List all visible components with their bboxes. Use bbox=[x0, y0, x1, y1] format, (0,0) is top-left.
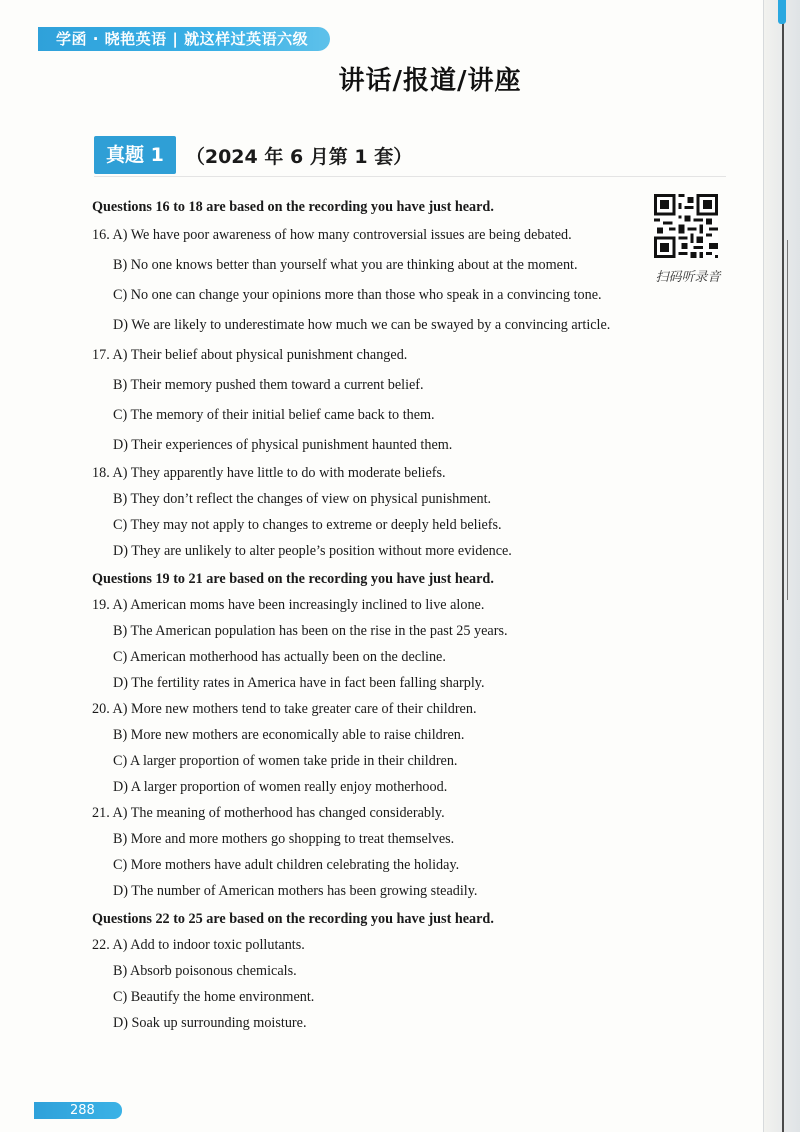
page-number: 288 bbox=[34, 1102, 122, 1119]
question-21 bbox=[92, 800, 692, 904]
option-b[interactable]: B) More and more mothers go shopping to treat themselves. bbox=[113, 831, 455, 847]
page-edge-line-inner bbox=[787, 240, 788, 600]
option-a[interactable]: 16. A) We have poor awareness of how many controversial issues are being debated. bbox=[92, 227, 572, 243]
group-header: Questions 19 to 21 are based on the recording you have just heard. bbox=[92, 571, 494, 587]
option-b[interactable]: B) Their memory pushed them toward a current belief. bbox=[113, 377, 424, 393]
option-b[interactable]: B) Absorb poisonous chemicals. bbox=[113, 963, 297, 979]
page-edge-line bbox=[782, 0, 784, 1132]
option-b[interactable]: B) No one knows better than yourself what you are thinking about at the moment. bbox=[113, 257, 578, 273]
option-a[interactable]: 22. A) Add to indoor toxic pollutants. bbox=[92, 937, 305, 953]
series-header: 学函 · 晓艳英语 | 就这样过英语六级 bbox=[38, 27, 330, 51]
option-c[interactable]: C) American motherhood has actually been on the decline. bbox=[113, 649, 446, 665]
option-a[interactable]: 17. A) Their belief about physical punishment changed. bbox=[92, 347, 408, 363]
group-header: Questions 22 to 25 are based on the recording you have just heard. bbox=[92, 911, 494, 927]
exam-subtitle: （2024 年 6 月第 1 套） bbox=[185, 145, 413, 168]
option-c[interactable]: C) No one can change your opinions more than those who speak in a convincing tone. bbox=[113, 287, 602, 303]
page-edge-marker bbox=[778, 0, 786, 24]
question-22 bbox=[92, 932, 692, 1036]
option-c[interactable]: C) More mothers have adult children celebrating the holiday. bbox=[113, 857, 460, 873]
option-b[interactable]: B) More new mothers are economically able to raise children. bbox=[113, 727, 465, 743]
option-a[interactable]: 18. A) They apparently have little to do with moderate beliefs. bbox=[92, 465, 446, 481]
exam-badge: 真题 1 bbox=[94, 136, 176, 174]
section-title: 讲话/报道/讲座 bbox=[338, 66, 522, 96]
heading-divider bbox=[94, 176, 726, 177]
option-a[interactable]: 19. A) American moms have been increasingly inclined to live alone. bbox=[92, 597, 485, 613]
option-d[interactable]: D) We are likely to underestimate how much we can be swayed by a convincing article. bbox=[113, 317, 611, 333]
questions-content bbox=[92, 192, 692, 1036]
option-d[interactable]: D) A larger proportion of women really enjoy motherhood. bbox=[113, 779, 448, 795]
option-b[interactable]: B) The American population has been on the rise in the past 25 years. bbox=[113, 623, 508, 639]
question-19 bbox=[92, 592, 692, 696]
option-b[interactable]: B) They don’t reflect the changes of view on physical punishment. bbox=[113, 491, 492, 507]
option-d[interactable]: D) They are unlikely to alter people’s position without more evidence. bbox=[113, 543, 512, 559]
option-d[interactable]: D) Soak up surrounding moisture. bbox=[113, 1015, 307, 1031]
group-header: Questions 16 to 18 are based on the recording you have just heard. bbox=[92, 199, 494, 215]
exam-heading bbox=[94, 135, 412, 175]
option-a[interactable]: 21. A) The meaning of motherhood has changed considerably. bbox=[92, 805, 445, 821]
option-c[interactable]: C) They may not apply to changes to extreme or deeply held beliefs. bbox=[113, 517, 502, 533]
option-c[interactable]: C) Beautify the home environment. bbox=[113, 989, 315, 1005]
question-16 bbox=[92, 220, 692, 340]
option-d[interactable]: D) Their experiences of physical punishment haunted them. bbox=[113, 437, 453, 453]
option-c[interactable]: C) A larger proportion of women take pride in their children. bbox=[113, 753, 458, 769]
option-d[interactable]: D) The number of American mothers has been growing steadily. bbox=[113, 883, 478, 899]
question-20 bbox=[92, 696, 692, 800]
question-17 bbox=[92, 340, 692, 460]
option-c[interactable]: C) The memory of their initial belief came back to them. bbox=[113, 407, 435, 423]
option-a[interactable]: 20. A) More new mothers tend to take greater care of their children. bbox=[92, 701, 477, 717]
question-18 bbox=[92, 460, 692, 564]
qr-caption: 扫码听录音 bbox=[655, 270, 721, 285]
option-d[interactable]: D) The fertility rates in America have in fact been falling sharply. bbox=[113, 675, 485, 691]
